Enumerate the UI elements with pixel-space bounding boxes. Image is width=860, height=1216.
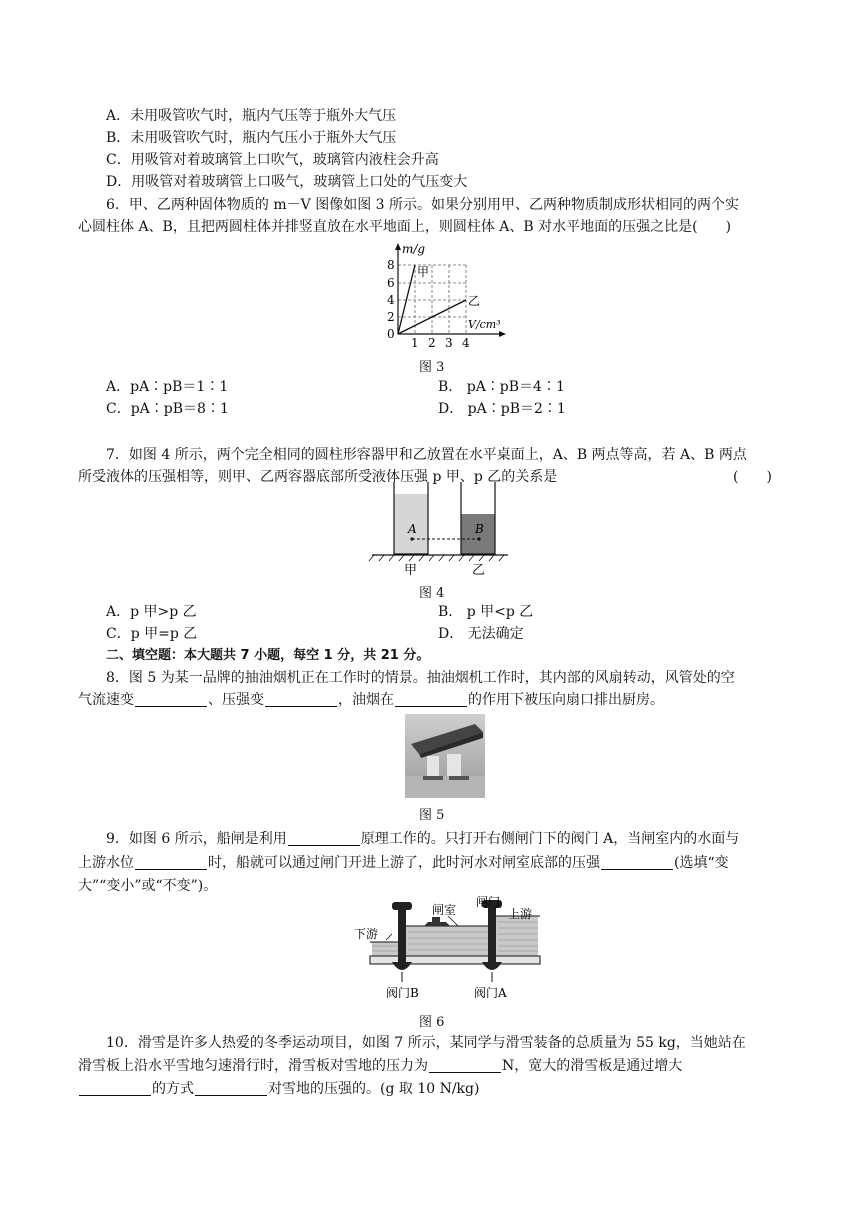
- q6-option-b: B． pA∶pB＝4∶1: [438, 379, 565, 395]
- q8-text-a: 气流速变: [78, 692, 134, 708]
- point-b-label: B: [475, 522, 484, 536]
- x-tick-2: 2: [428, 336, 436, 348]
- valve-b-label: 阀门B: [386, 986, 419, 1000]
- q7-option-b: B． p 甲<p 乙: [438, 604, 534, 620]
- upstream-label: 上游: [508, 907, 533, 921]
- series-jia-line: [398, 265, 415, 334]
- q9-text-b: 原理工作的。只打开右侧闸门下的阀门 A，当闸室内的水面与: [360, 831, 740, 847]
- q7-answer-bracket: ( ): [733, 469, 772, 485]
- q10-blank-3[interactable]: [195, 1081, 267, 1096]
- q8-range-hood-photo: [405, 714, 485, 798]
- x-tick-1: 1: [411, 336, 419, 348]
- figure-5-caption: 图 5: [419, 808, 445, 823]
- figure-6-caption: 图 6: [419, 1015, 445, 1030]
- q7-option-d: D． 无法确定: [438, 626, 524, 642]
- y-tick-4: 4: [387, 293, 395, 307]
- q10-text-b: N，宽大的滑雪板是通过增大: [502, 1058, 683, 1074]
- q9-blank-1[interactable]: [288, 831, 360, 846]
- q10-blank-2[interactable]: [79, 1081, 151, 1096]
- point-a-label: A: [408, 522, 417, 536]
- q7-stem-line1: 7．如图 4 所示，两个完全相同的圆柱形容器甲和乙放置在水平桌面上，A、B 两点等高，若 A、B 两点: [106, 447, 747, 463]
- x-axis-label: V/cm³: [468, 318, 501, 331]
- q5-option-c: C．用吸管对着玻璃管上口吹气，玻璃管内液柱会升高: [106, 152, 439, 168]
- q8-stem-line2: [78, 690, 664, 710]
- y-tick-0: 0: [387, 327, 395, 341]
- q9-ship-lock-diagram: [352, 896, 542, 1002]
- q10-text-a: 滑雪板上沿水平雪地匀速滑行时，滑雪板对雪地的压力为: [78, 1058, 428, 1074]
- q6-stem-line2: 心圆柱体 A、B，且把两圆柱体并排竖直放在水平地面上，则圆柱体 A、B 对水平地面的压强之比是( ): [78, 219, 732, 235]
- container-yi-label: 乙: [472, 563, 486, 576]
- q8-text-b: 、压强变: [208, 692, 264, 708]
- q10-text-c: 的方式: [152, 1081, 194, 1097]
- q6-mass-volume-graph: [362, 240, 512, 348]
- q10-text-d: 对雪地的压强的。(g 取 10 N/kg): [268, 1081, 480, 1097]
- q6-option-d: D． pA∶pB＝2∶1: [438, 401, 566, 417]
- q9-text-d: 时，船就可以通过闸门开进上游了，此时河水对闸室底部的压强: [208, 855, 600, 871]
- q8-blank-3[interactable]: [395, 692, 467, 707]
- series-jia-label: 甲: [417, 265, 430, 279]
- q7-option-a: A．p 甲>p 乙: [106, 604, 197, 620]
- downstream-label: 下游: [354, 927, 379, 941]
- q7-containers-diagram: [366, 480, 512, 576]
- figure-3-caption: 图 3: [419, 360, 445, 375]
- valve-a-label: 阀门A: [474, 986, 507, 1000]
- q7-stem-line2: 所受液体的压强相等，则甲、乙两容器底部所受液体压强 p 甲、p 乙的关系是: [78, 469, 558, 485]
- section-2-heading: 二、填空题：本大题共 7 小题，每空 1 分，共 21 分。: [106, 648, 430, 663]
- gate-label: 闸门: [476, 896, 501, 909]
- q6-option-a: A．pA∶pB＝1∶1: [106, 379, 229, 395]
- q10-blank-1[interactable]: [429, 1058, 501, 1073]
- y-tick-6: 6: [387, 276, 395, 290]
- container-jia-label: 甲: [404, 563, 418, 576]
- q9-stem-line1: [106, 829, 739, 849]
- q9-blank-2[interactable]: [135, 855, 207, 870]
- q10-stem-line3: [78, 1079, 479, 1099]
- lock-chamber-label: 闸室: [432, 903, 457, 917]
- q5-option-d: D．用吸管对着玻璃管上口吸气，玻璃管上口处的气压变大: [106, 174, 468, 190]
- y-tick-2: 2: [387, 310, 395, 324]
- q8-blank-2[interactable]: [265, 692, 337, 707]
- figure-4-caption: 图 4: [419, 586, 445, 601]
- q6-option-c: C．pA∶pB＝8∶1: [106, 401, 229, 417]
- y-axis-label: m/g: [402, 242, 426, 256]
- q9-stem-line3: 大”“变小”或“不变”)。: [78, 878, 218, 894]
- q9-blank-3[interactable]: [601, 855, 673, 870]
- q10-stem-line2: [78, 1056, 682, 1076]
- q10-stem-line1: 10．滑雪是许多人热爱的冬季运动项目，如图 7 所示，某同学与滑雪装备的总质量为 55 kg，当她站在: [106, 1035, 746, 1051]
- x-tick-3: 3: [445, 336, 453, 348]
- q9-text-e: (选填“变: [674, 855, 729, 871]
- q7-option-c: C．p 甲=p 乙: [106, 626, 198, 642]
- y-tick-8: 8: [387, 258, 395, 272]
- q9-text-c: 上游水位: [78, 855, 134, 871]
- q5-option-a: A．未用吸管吹气时，瓶内气压等于瓶外大气压: [106, 108, 397, 124]
- q5-option-b: B．未用吸管吹气时，瓶内气压小于瓶外大气压: [106, 130, 397, 146]
- series-yi-label: 乙: [468, 294, 481, 308]
- q9-text-a: 9．如图 6 所示，船闸是利用: [106, 831, 287, 847]
- q8-text-c: ，油烟在: [338, 692, 394, 708]
- q8-stem-line1: 8．图 5 为某一品牌的抽油烟机正在工作时的情景。抽油烟机工作时，其内部的风扇转动，风管处的空: [106, 670, 735, 686]
- q8-blank-1[interactable]: [135, 692, 207, 707]
- x-tick-4: 4: [462, 336, 470, 348]
- q8-text-d: 的作用下被压向扇口排出厨房。: [468, 692, 664, 708]
- q9-stem-line2: [78, 853, 729, 873]
- q6-stem-line1: 6．甲、乙两种固体物质的 m－V 图像如图 3 所示。如果分别用甲、乙两种物质制成形状相同的两个实: [106, 197, 739, 213]
